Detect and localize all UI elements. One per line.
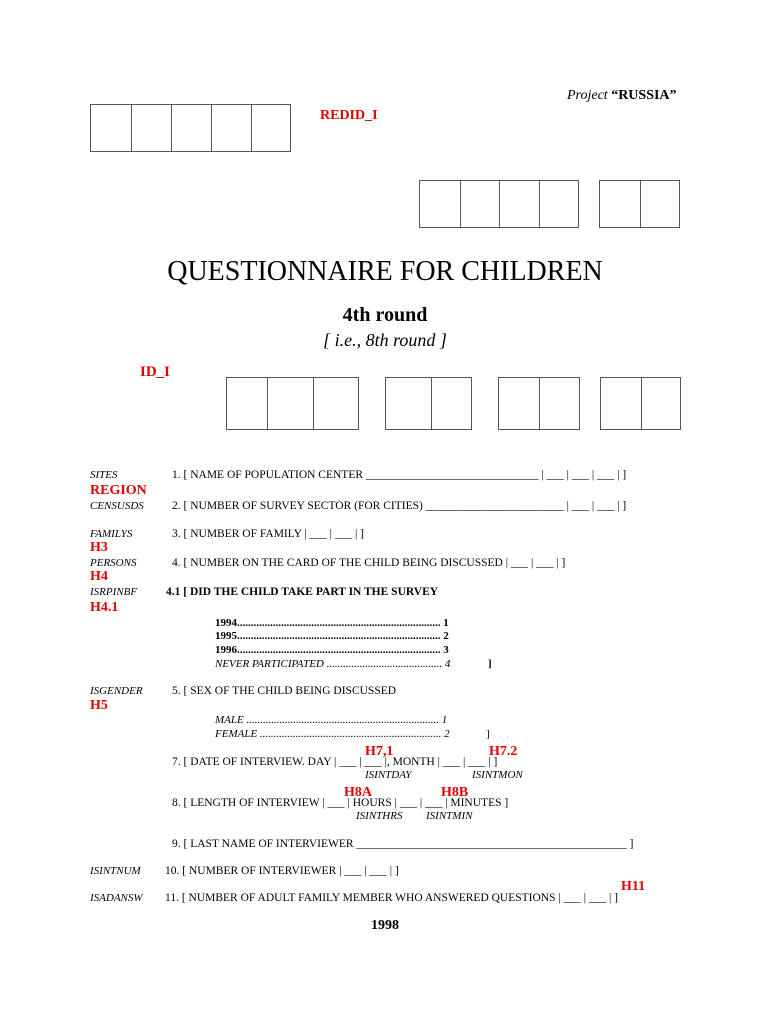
redid-label: REDID_I xyxy=(320,108,378,123)
round-title: 4th round xyxy=(342,304,428,326)
q41-option-1994[interactable]: 1994.......................................................................... 1 xyxy=(215,617,449,629)
question-10: 10. [ NUMBER OF INTERVIEWER | ___ | ___ | ] xyxy=(165,865,399,877)
var-h41: H4.1 xyxy=(90,600,119,615)
q5-option-female[interactable]: FEMALE .................................................................. 2 xyxy=(215,728,450,740)
var-sites: SITES xyxy=(90,469,118,481)
question-4: 4. [ NUMBER ON THE CARD OF THE CHILD BEING DISCUSSED | ___ | ___ | ] xyxy=(172,557,566,569)
var-isadansw: ISADANSW xyxy=(90,892,143,904)
q5-option-male[interactable]: MALE ...................................................................... 1 xyxy=(215,714,448,726)
question-9: 9. [ LAST NAME OF INTERVIEWER _______________________________________________ ] xyxy=(172,838,634,850)
project-label xyxy=(567,88,677,104)
var-h4: H4 xyxy=(90,569,108,584)
question-7: 7. [ DATE OF INTERVIEW. DAY | ___ | ___ |, MONTH | ___ | ___ | ] xyxy=(172,756,498,768)
question-3: 3. [ NUMBER OF FAMILY | ___ | ___ | ] xyxy=(172,528,364,540)
question-4-1: 4.1 [ DID THE CHILD TAKE PART IN THE SURVEY xyxy=(166,586,439,598)
redid-boxes[interactable] xyxy=(90,104,291,152)
q41-option-1996[interactable]: 1996.......................................................................... 3 xyxy=(215,644,449,656)
q41-close-bracket: ] xyxy=(488,658,492,670)
var-isgender: ISGENDER xyxy=(90,685,143,697)
page-title: QUESTIONNAIRE FOR CHILDREN xyxy=(167,256,603,287)
project-name: “RUSSIA” xyxy=(611,88,677,103)
q7-day-var: ISINTDAY xyxy=(365,769,412,781)
code-boxes-b[interactable] xyxy=(599,180,680,228)
q8-hours-var: ISINTHRS xyxy=(356,810,403,822)
id-label: ID_I xyxy=(140,364,171,380)
var-region: REGION xyxy=(90,483,147,498)
footer-year: 1998 xyxy=(371,918,399,933)
question-1: 1. [ NAME OF POPULATION CENTER ______________________________ | ___ | ___ | ___ | ] xyxy=(172,469,627,481)
q41-option-never[interactable]: NEVER PARTICIPATED .......................................... 4 xyxy=(215,658,451,670)
var-h5: H5 xyxy=(90,698,108,713)
q8-min-code: H8B xyxy=(441,785,469,800)
q11-code: H11 xyxy=(621,879,646,894)
var-h3: H3 xyxy=(90,540,108,555)
q7-month-var: ISINTMON xyxy=(472,769,523,781)
var-isrpinbf: ISRPINBF xyxy=(90,586,138,598)
subround-title: [ i.e., 8th round ] xyxy=(323,330,447,350)
var-censusds: CENSUSDS xyxy=(90,500,144,512)
q7-month-code: H7.2 xyxy=(489,744,518,759)
id-boxes-a[interactable] xyxy=(226,377,359,430)
q8-min-var: ISINTMIN xyxy=(426,810,473,822)
var-isintnum: ISINTNUM xyxy=(90,865,141,877)
q7-day-code: H7,1 xyxy=(365,744,394,759)
question-2: 2. [ NUMBER OF SURVEY SECTOR (FOR CITIES) ________________________ | ___ | ___ | ] xyxy=(172,500,627,512)
question-11: 11. [ NUMBER OF ADULT FAMILY MEMBER WHO ANSWERED QUESTIONS | ___ | ___ | ] xyxy=(165,892,618,904)
id-boxes-d[interactable] xyxy=(600,377,681,430)
id-boxes-b[interactable] xyxy=(385,377,472,430)
project-word: Project xyxy=(567,88,608,103)
var-familys: FAMILYS xyxy=(90,528,133,540)
question-5: 5. [ SEX OF THE CHILD BEING DISCUSSED xyxy=(172,685,397,697)
question-8: 8. [ LENGTH OF INTERVIEW | ___ | HOURS | ___ | ___ | MINUTES ] xyxy=(172,797,509,809)
q41-option-1995[interactable]: 1995.......................................................................... 2 xyxy=(215,630,449,642)
code-boxes-a[interactable] xyxy=(419,180,579,228)
q5-close-bracket: ] xyxy=(486,728,490,740)
q8-hours-code: H8A xyxy=(344,785,372,800)
id-boxes-c[interactable] xyxy=(498,377,580,430)
var-persons: PERSONS xyxy=(90,557,137,569)
